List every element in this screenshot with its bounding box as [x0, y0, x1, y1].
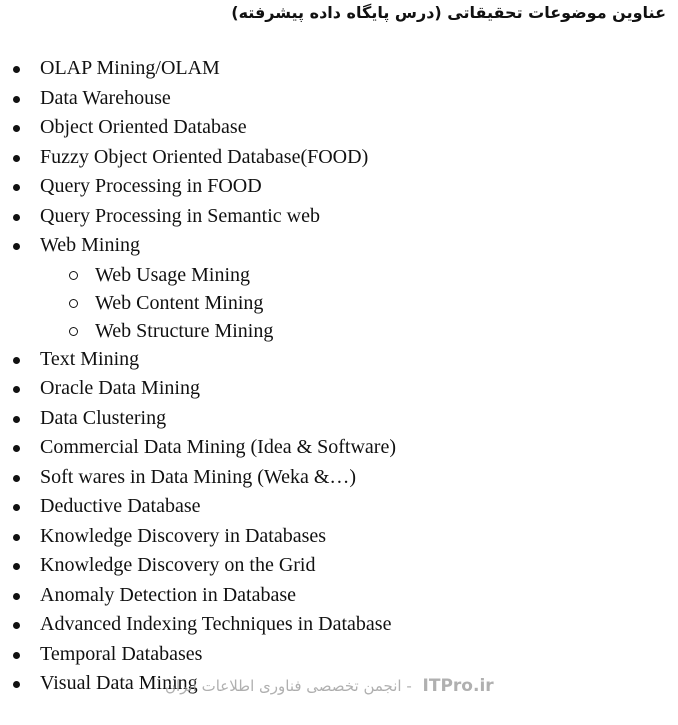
bullet-icon	[13, 96, 20, 103]
sub-list-item	[0, 317, 678, 345]
list-item	[0, 113, 678, 143]
list-item-label: Web Mining	[40, 234, 141, 256]
list-item	[0, 640, 678, 670]
sub-list-item-label: Web Usage Mining	[95, 263, 251, 286]
list-item-label: Fuzzy Object Oriented Database(FOOD)	[40, 145, 369, 168]
list-item	[0, 84, 678, 114]
list-item	[0, 54, 678, 84]
list-item	[0, 231, 678, 261]
watermark-site: ITPro.ir	[422, 676, 494, 696]
bullet-icon	[13, 214, 20, 221]
list-item-label: Data Clustering	[40, 406, 167, 429]
list-item-label: Commercial Data Mining (Idea & Software)	[40, 436, 396, 458]
list-item-label: Data Warehouse	[40, 86, 171, 109]
list-item	[0, 551, 678, 581]
sub-list-item	[0, 289, 678, 317]
list-item-label: Query Processing in Semantic web	[40, 204, 320, 227]
list-item	[0, 202, 678, 232]
list-item-label: Visual Data Mining	[40, 672, 198, 694]
list-item-label: Query Processing in FOOD	[40, 175, 262, 197]
bullet-icon	[13, 563, 20, 570]
list-item	[0, 433, 678, 463]
bullet-icon	[13, 125, 20, 132]
bullet-icon	[13, 475, 20, 482]
bullet-icon	[13, 155, 20, 162]
list-item	[0, 463, 678, 493]
sub-list-item-label: Web Content Mining	[95, 291, 264, 314]
list-item-label: Deductive Database	[40, 495, 201, 517]
bullet-icon	[13, 681, 20, 688]
hollow-bullet-icon	[69, 299, 78, 308]
list-item	[0, 404, 678, 434]
sub-list-item-label: Web Structure Mining	[95, 319, 274, 342]
list-item-label: Temporal Databases	[40, 642, 203, 665]
list-item-label: Soft wares in Data Mining (Weka &…)	[40, 465, 357, 488]
bullet-icon	[13, 652, 20, 659]
hollow-bullet-icon	[69, 327, 78, 336]
list-item-label: Object Oriented Database	[40, 116, 247, 138]
bullet-icon	[13, 66, 20, 73]
bullet-icon	[13, 357, 20, 364]
bullet-icon	[13, 386, 20, 393]
list-item	[0, 581, 678, 611]
list-item	[0, 492, 678, 522]
watermark-separator: -	[406, 677, 412, 695]
bullet-icon	[13, 534, 20, 541]
bullet-icon	[13, 445, 20, 452]
topic-list	[0, 54, 678, 699]
watermark	[165, 676, 494, 696]
list-item-label: Knowledge Discovery on the Grid	[40, 554, 316, 576]
sub-list-item	[0, 261, 678, 289]
page-title: عناوین موضوعات تحقیقاتی (درس پایگاه داده پیشرفته)	[231, 3, 666, 22]
list-item	[0, 374, 678, 404]
list-item-label: Anomaly Detection in Database	[40, 583, 297, 606]
list-item-label: Text Mining	[40, 347, 140, 370]
bullet-icon	[13, 504, 20, 511]
hollow-bullet-icon	[69, 271, 78, 280]
bullet-icon	[13, 184, 20, 191]
bullet-icon	[13, 243, 20, 250]
list-item-label: Knowledge Discovery in Databases	[40, 524, 327, 547]
watermark-persian: انجمن تخصصی فناوری اطلاعات ایران	[165, 677, 402, 695]
bullet-icon	[13, 622, 20, 629]
list-item	[0, 522, 678, 552]
bullet-icon	[13, 593, 20, 600]
list-item-label: Advanced Indexing Techniques in Database	[40, 613, 392, 635]
list-item	[0, 172, 678, 202]
list-item	[0, 345, 678, 375]
list-item	[0, 610, 678, 640]
bullet-icon	[13, 416, 20, 423]
list-item-label: OLAP Mining/OLAM	[40, 57, 220, 79]
list-item	[0, 143, 678, 173]
list-item-label: Oracle Data Mining	[40, 377, 200, 399]
